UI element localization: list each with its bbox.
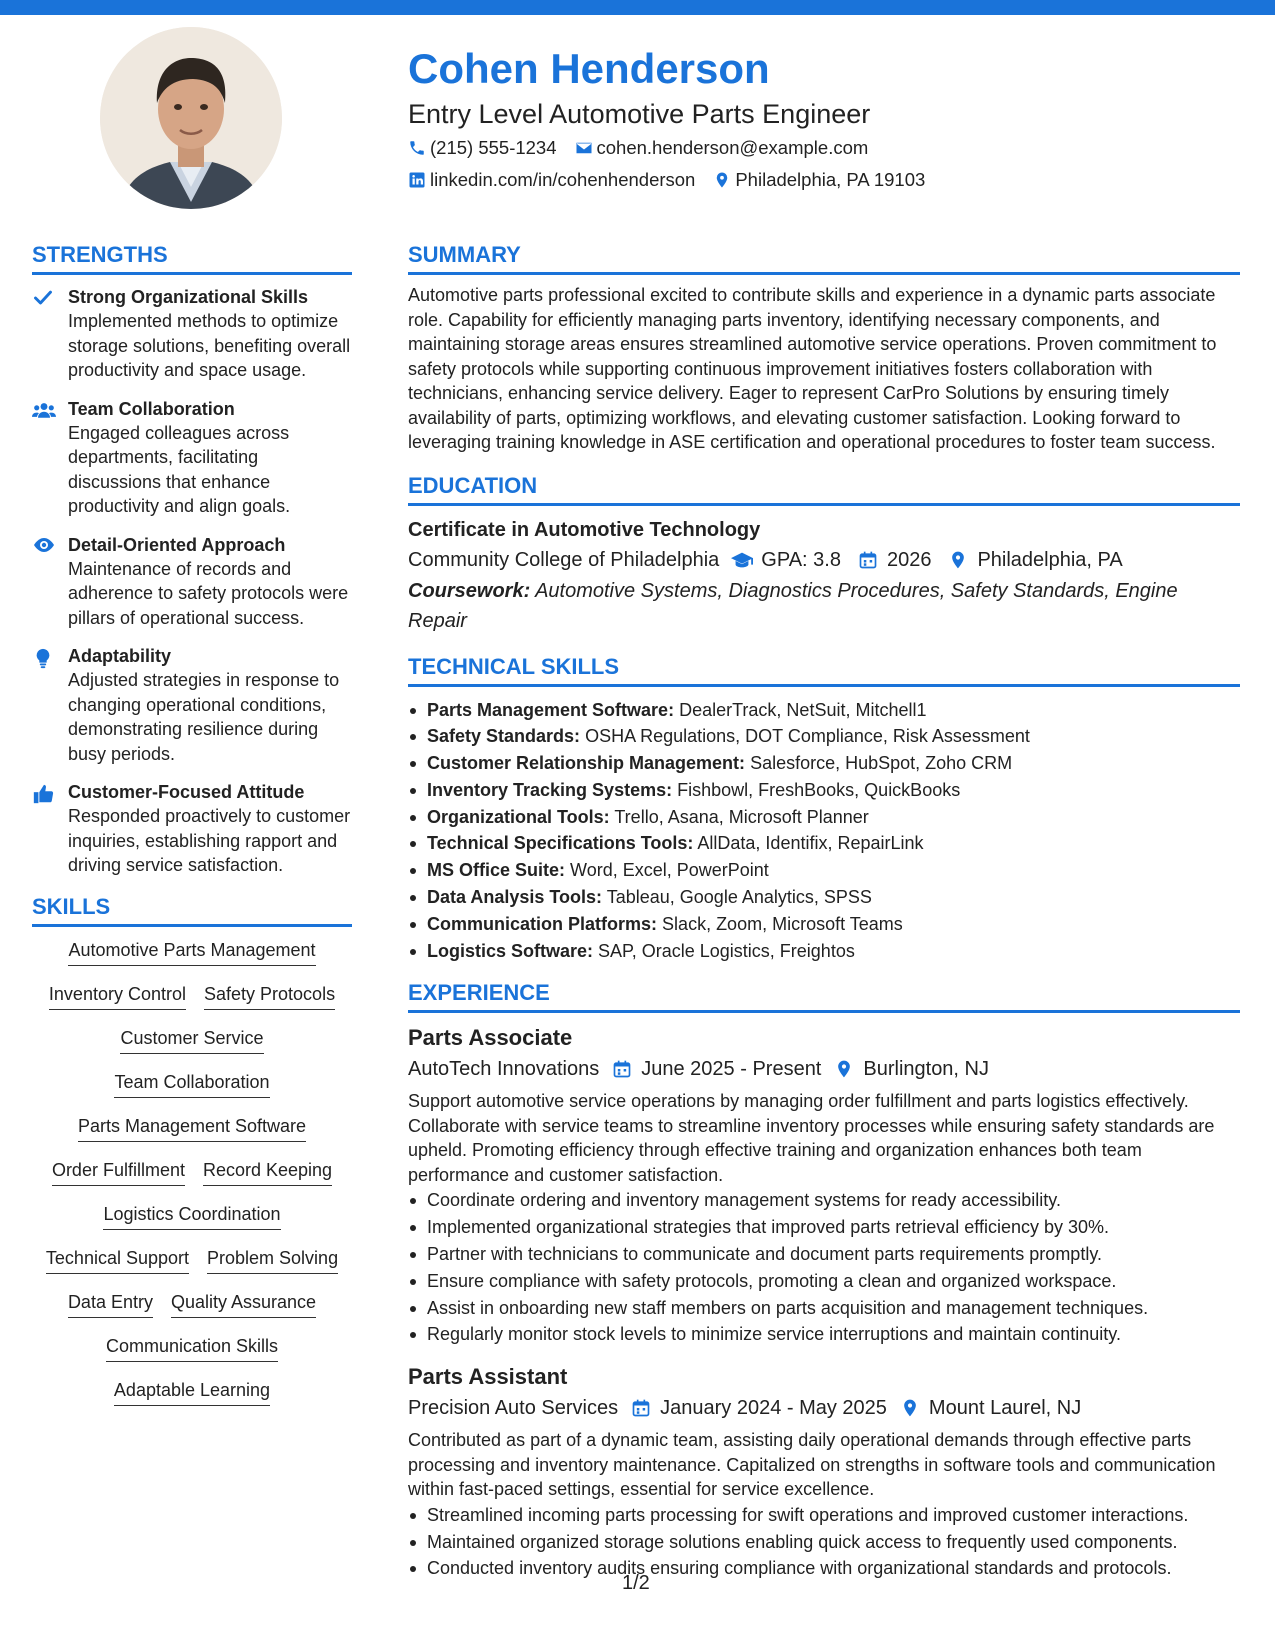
technical-skill-value: SAP, Oracle Logistics, Freightos <box>598 940 855 961</box>
technical-skill-label: Technical Specifications Tools: <box>427 833 694 854</box>
technical-skill-label: Inventory Tracking Systems: <box>427 779 673 800</box>
strength-item <box>32 644 352 766</box>
skill-tag: Order Fulfillment <box>52 1157 185 1186</box>
linkedin-text: linkedin.com/in/cohenhenderson <box>430 169 696 190</box>
strength-item <box>32 780 352 878</box>
technical-skill-item <box>408 804 1240 831</box>
technical-skill-value: DealerTrack, NetSuit, Mitchell1 <box>679 699 927 720</box>
job-entry <box>408 1023 1240 1348</box>
technical-skill-value: Trello, Asana, Microsoft Planner <box>614 806 869 827</box>
skill-row <box>32 1377 352 1406</box>
skill-tag: Inventory Control <box>49 981 186 1010</box>
experience-list <box>408 1023 1240 1582</box>
eye-icon <box>32 533 68 631</box>
technical-skill-label: MS Office Suite: <box>427 860 566 881</box>
users-icon <box>32 397 68 519</box>
linkedin-icon <box>408 171 426 189</box>
technical-skill-value: Fishbowl, FreshBooks, QuickBooks <box>677 779 961 800</box>
skill-tag: Parts Management Software <box>78 1113 306 1142</box>
technical-skill-label: Parts Management Software: <box>427 699 675 720</box>
email-contact[interactable] <box>575 132 869 164</box>
technical-skill-value: Salesforce, HubSpot, Zoho CRM <box>750 753 1013 774</box>
job-entry <box>408 1362 1240 1582</box>
strength-description: Engaged colleagues across departments, facilitating discussions that enhance productivity and align goals. <box>68 422 291 516</box>
job-title: Parts Assistant <box>408 1364 568 1390</box>
technical-skill-item <box>408 884 1240 911</box>
technical-skills-heading: TECHNICAL SKILLS <box>408 652 1240 687</box>
job-bullet: Implemented organizational strategies that improved parts retrieval efficiency by 30%. <box>408 1214 1240 1241</box>
check-icon <box>32 285 68 383</box>
job-bullet: Regularly monitor stock levels to minimize service interruptions and maintain continuity. <box>408 1321 1240 1348</box>
calendar-icon <box>857 550 879 570</box>
strength-text <box>68 780 352 878</box>
education-degree: Certificate in Automotive Technology <box>408 518 761 541</box>
job-meta <box>408 1392 1240 1424</box>
strength-description: Implemented methods to optimize storage solutions, benefiting overall productivity and space usage. <box>68 311 351 380</box>
strength-text <box>68 285 352 383</box>
job-company: Precision Auto Services <box>408 1397 619 1420</box>
skill-tag: Quality Assurance <box>171 1289 316 1318</box>
phone-text: (215) 555-1234 <box>430 137 557 158</box>
technical-skill-item <box>408 750 1240 777</box>
technical-skills-list <box>408 697 1240 965</box>
experience-heading: EXPERIENCE <box>408 978 1240 1013</box>
job-meta <box>408 1053 1240 1085</box>
summary-heading: SUMMARY <box>408 240 1240 275</box>
strength-title: Customer-Focused Attitude <box>68 782 305 802</box>
candidate-name: Cohen Henderson <box>408 45 770 92</box>
job-bullet: Assist in onboarding new staff members on parts acquisition and management techniques. <box>408 1295 1240 1322</box>
skills-list <box>32 937 352 1406</box>
education-gpa: GPA: 3.8 <box>761 548 841 571</box>
skill-tag: Record Keeping <box>203 1157 332 1186</box>
skill-tag: Technical Support <box>46 1245 189 1274</box>
resume-header <box>408 42 1238 196</box>
graduation-cap-icon <box>731 550 753 570</box>
job-description: Support automotive service operations by managing order fulfillment and parts logistics effectively. Collaborate with service teams to streamline inventory processes while ensuring safety standards are upheld. Promoting efficiency through effective training and organization enhances both team performance and customer satisfaction. <box>408 1091 1215 1185</box>
page-number: 1/2 <box>622 1572 650 1594</box>
job-company: AutoTech Innovations <box>408 1058 600 1081</box>
job-description: Contributed as part of a dynamic team, assisting daily operational demands through effective parts processing and inventory maintenance. Capitalized on strengths in software tools and communication within fast-paced settings, essential for service excellence. <box>408 1430 1216 1500</box>
job-bullets <box>408 1187 1240 1348</box>
right-column <box>408 240 1240 1596</box>
email-text: cohen.henderson@example.com <box>596 137 869 158</box>
skill-tag: Logistics Coordination <box>103 1201 280 1230</box>
skill-tag: Communication Skills <box>106 1333 278 1362</box>
technical-skill-item <box>408 857 1240 884</box>
phone-contact[interactable] <box>408 132 557 164</box>
strength-item <box>32 533 352 631</box>
job-bullet: Streamlined incoming parts processing for swift operations and improved customer interactions. <box>408 1502 1240 1529</box>
location-text: Philadelphia, PA 19103 <box>735 169 926 190</box>
map-pin-icon <box>899 1398 921 1418</box>
technical-skill-item <box>408 723 1240 750</box>
technical-skill-item <box>408 777 1240 804</box>
location-contact <box>713 164 925 196</box>
technical-skill-label: Logistics Software: <box>427 940 594 961</box>
skill-row <box>32 937 352 966</box>
technical-skill-value: Slack, Zoom, Microsoft Teams <box>662 913 903 934</box>
skill-row <box>32 1201 352 1230</box>
left-column <box>32 240 352 1421</box>
strength-description: Maintenance of records and adherence to safety protocols were pillars of operational success. <box>68 558 349 628</box>
job-dates: June 2025 - Present <box>641 1058 822 1081</box>
linkedin-contact[interactable] <box>408 164 695 196</box>
job-location: Burlington, NJ <box>863 1058 989 1081</box>
technical-skill-value: Tableau, Google Analytics, SPSS <box>606 887 872 908</box>
skill-row <box>32 1245 352 1274</box>
skill-tag: Safety Protocols <box>204 981 335 1010</box>
strength-item <box>32 285 352 383</box>
strength-title: Detail-Oriented Approach <box>68 534 286 555</box>
job-location: Mount Laurel, NJ <box>928 1397 1082 1420</box>
education-details <box>408 544 1240 576</box>
coursework-label: Coursework: <box>408 579 531 602</box>
technical-skill-value: Word, Excel, PowerPoint <box>570 860 769 881</box>
job-title: Parts Associate <box>408 1025 573 1051</box>
technical-skill-label: Customer Relationship Management: <box>427 753 746 774</box>
education-coursework <box>408 576 1240 636</box>
skill-tag: Automotive Parts Management <box>68 937 315 966</box>
education-location: Philadelphia, PA <box>977 548 1123 571</box>
technical-skill-item <box>408 830 1240 857</box>
calendar-icon <box>611 1059 633 1079</box>
job-bullet: Coordinate ordering and inventory management systems for ready accessibility. <box>408 1187 1240 1214</box>
top-accent-bar <box>0 0 1275 15</box>
technical-skill-label: Communication Platforms: <box>427 913 658 934</box>
skills-heading: SKILLS <box>32 892 352 927</box>
job-bullets <box>408 1502 1240 1582</box>
strength-item <box>32 397 352 519</box>
skill-tag: Customer Service <box>120 1025 263 1054</box>
technical-skill-item <box>408 697 1240 724</box>
envelope-icon <box>575 139 593 157</box>
strength-description: Adjusted strategies in response to changing operational conditions, demonstrating resilience during busy periods. <box>68 670 340 764</box>
strength-title: Strong Organizational Skills <box>68 287 309 307</box>
technical-skill-label: Organizational Tools: <box>427 806 610 827</box>
technical-skill-item <box>408 911 1240 938</box>
map-pin-icon <box>713 171 731 189</box>
strength-title: Team Collaboration <box>68 398 235 419</box>
skill-row <box>32 1333 352 1362</box>
job-bullet: Conducted inventory audits ensuring compliance with organizational standards and protocols. <box>408 1555 1240 1582</box>
calendar-icon <box>630 1398 652 1418</box>
skill-tag: Adaptable Learning <box>114 1377 270 1406</box>
skill-row <box>32 1157 352 1186</box>
technical-skill-label: Safety Standards: <box>427 726 581 747</box>
education-school: Community College of Philadelphia <box>408 548 720 571</box>
job-bullet: Maintained organized storage solutions enabling quick access to frequently used components. <box>408 1529 1240 1556</box>
strength-description: Responded proactively to customer inquiries, establishing rapport and driving service satisfaction. <box>68 806 351 875</box>
contact-row-1 <box>408 132 1238 164</box>
strengths-heading: STRENGTHS <box>32 240 352 275</box>
skill-tag: Data Entry <box>68 1289 153 1318</box>
strength-text <box>68 397 352 519</box>
job-bullet: Partner with technicians to communicate and document parts requirements promptly. <box>408 1241 1240 1268</box>
job-bullet: Ensure compliance with safety protocols, promoting a clean and organized workspace. <box>408 1268 1240 1295</box>
job-dates: January 2024 - May 2025 <box>660 1397 887 1420</box>
candidate-title: Entry Level Automotive Parts Engineer <box>408 99 871 129</box>
technical-skill-item <box>408 938 1240 965</box>
technical-skill-value: OSHA Regulations, DOT Compliance, Risk Assessment <box>585 726 1030 747</box>
skill-row <box>32 1113 352 1142</box>
phone-icon <box>408 139 426 157</box>
coursework-text: Automotive Systems, Diagnostics Procedures, Safety Standards, Engine Repair <box>408 579 1178 632</box>
map-pin-icon <box>833 1059 855 1079</box>
skill-row <box>32 1289 352 1318</box>
skill-row <box>32 981 352 1010</box>
technical-skill-value: AllData, Identifix, RepairLink <box>697 833 924 854</box>
lightbulb-icon <box>32 644 68 766</box>
education-heading: EDUCATION <box>408 471 1240 506</box>
contact-row-2 <box>408 164 1238 196</box>
strengths-list <box>32 285 352 878</box>
summary-text: Automotive parts professional excited to contribute skills and experience in a dynamic parts associate role. Capability for efficiently managing parts inventory, identifying necessary components, and maintaining storage areas ensures streamlined automotive service operations. Proven commitment to safety protocols while supporting continuous improvement initiatives fosters collaboration with technicians, enhancing service delivery. Eager to represent CarPro Solutions by ensuring timely availability of parts, optimizing workflows, and elevating customer satisfaction. Looking forward to leveraging training knowledge in ASE certification and operational procedures to foster team success. <box>408 285 1217 452</box>
strength-text <box>68 533 352 631</box>
strength-title: Adaptability <box>68 646 172 666</box>
education-year: 2026 <box>886 548 932 571</box>
skill-row <box>32 1069 352 1098</box>
map-pin-icon <box>947 550 969 570</box>
technical-skill-label: Data Analysis Tools: <box>427 887 603 908</box>
skill-row <box>32 1025 352 1054</box>
strength-text <box>68 644 352 766</box>
skill-tag: Team Collaboration <box>114 1069 269 1098</box>
thumbs-up-icon <box>32 780 68 878</box>
profile-photo <box>100 27 282 209</box>
skill-tag: Problem Solving <box>207 1245 338 1274</box>
